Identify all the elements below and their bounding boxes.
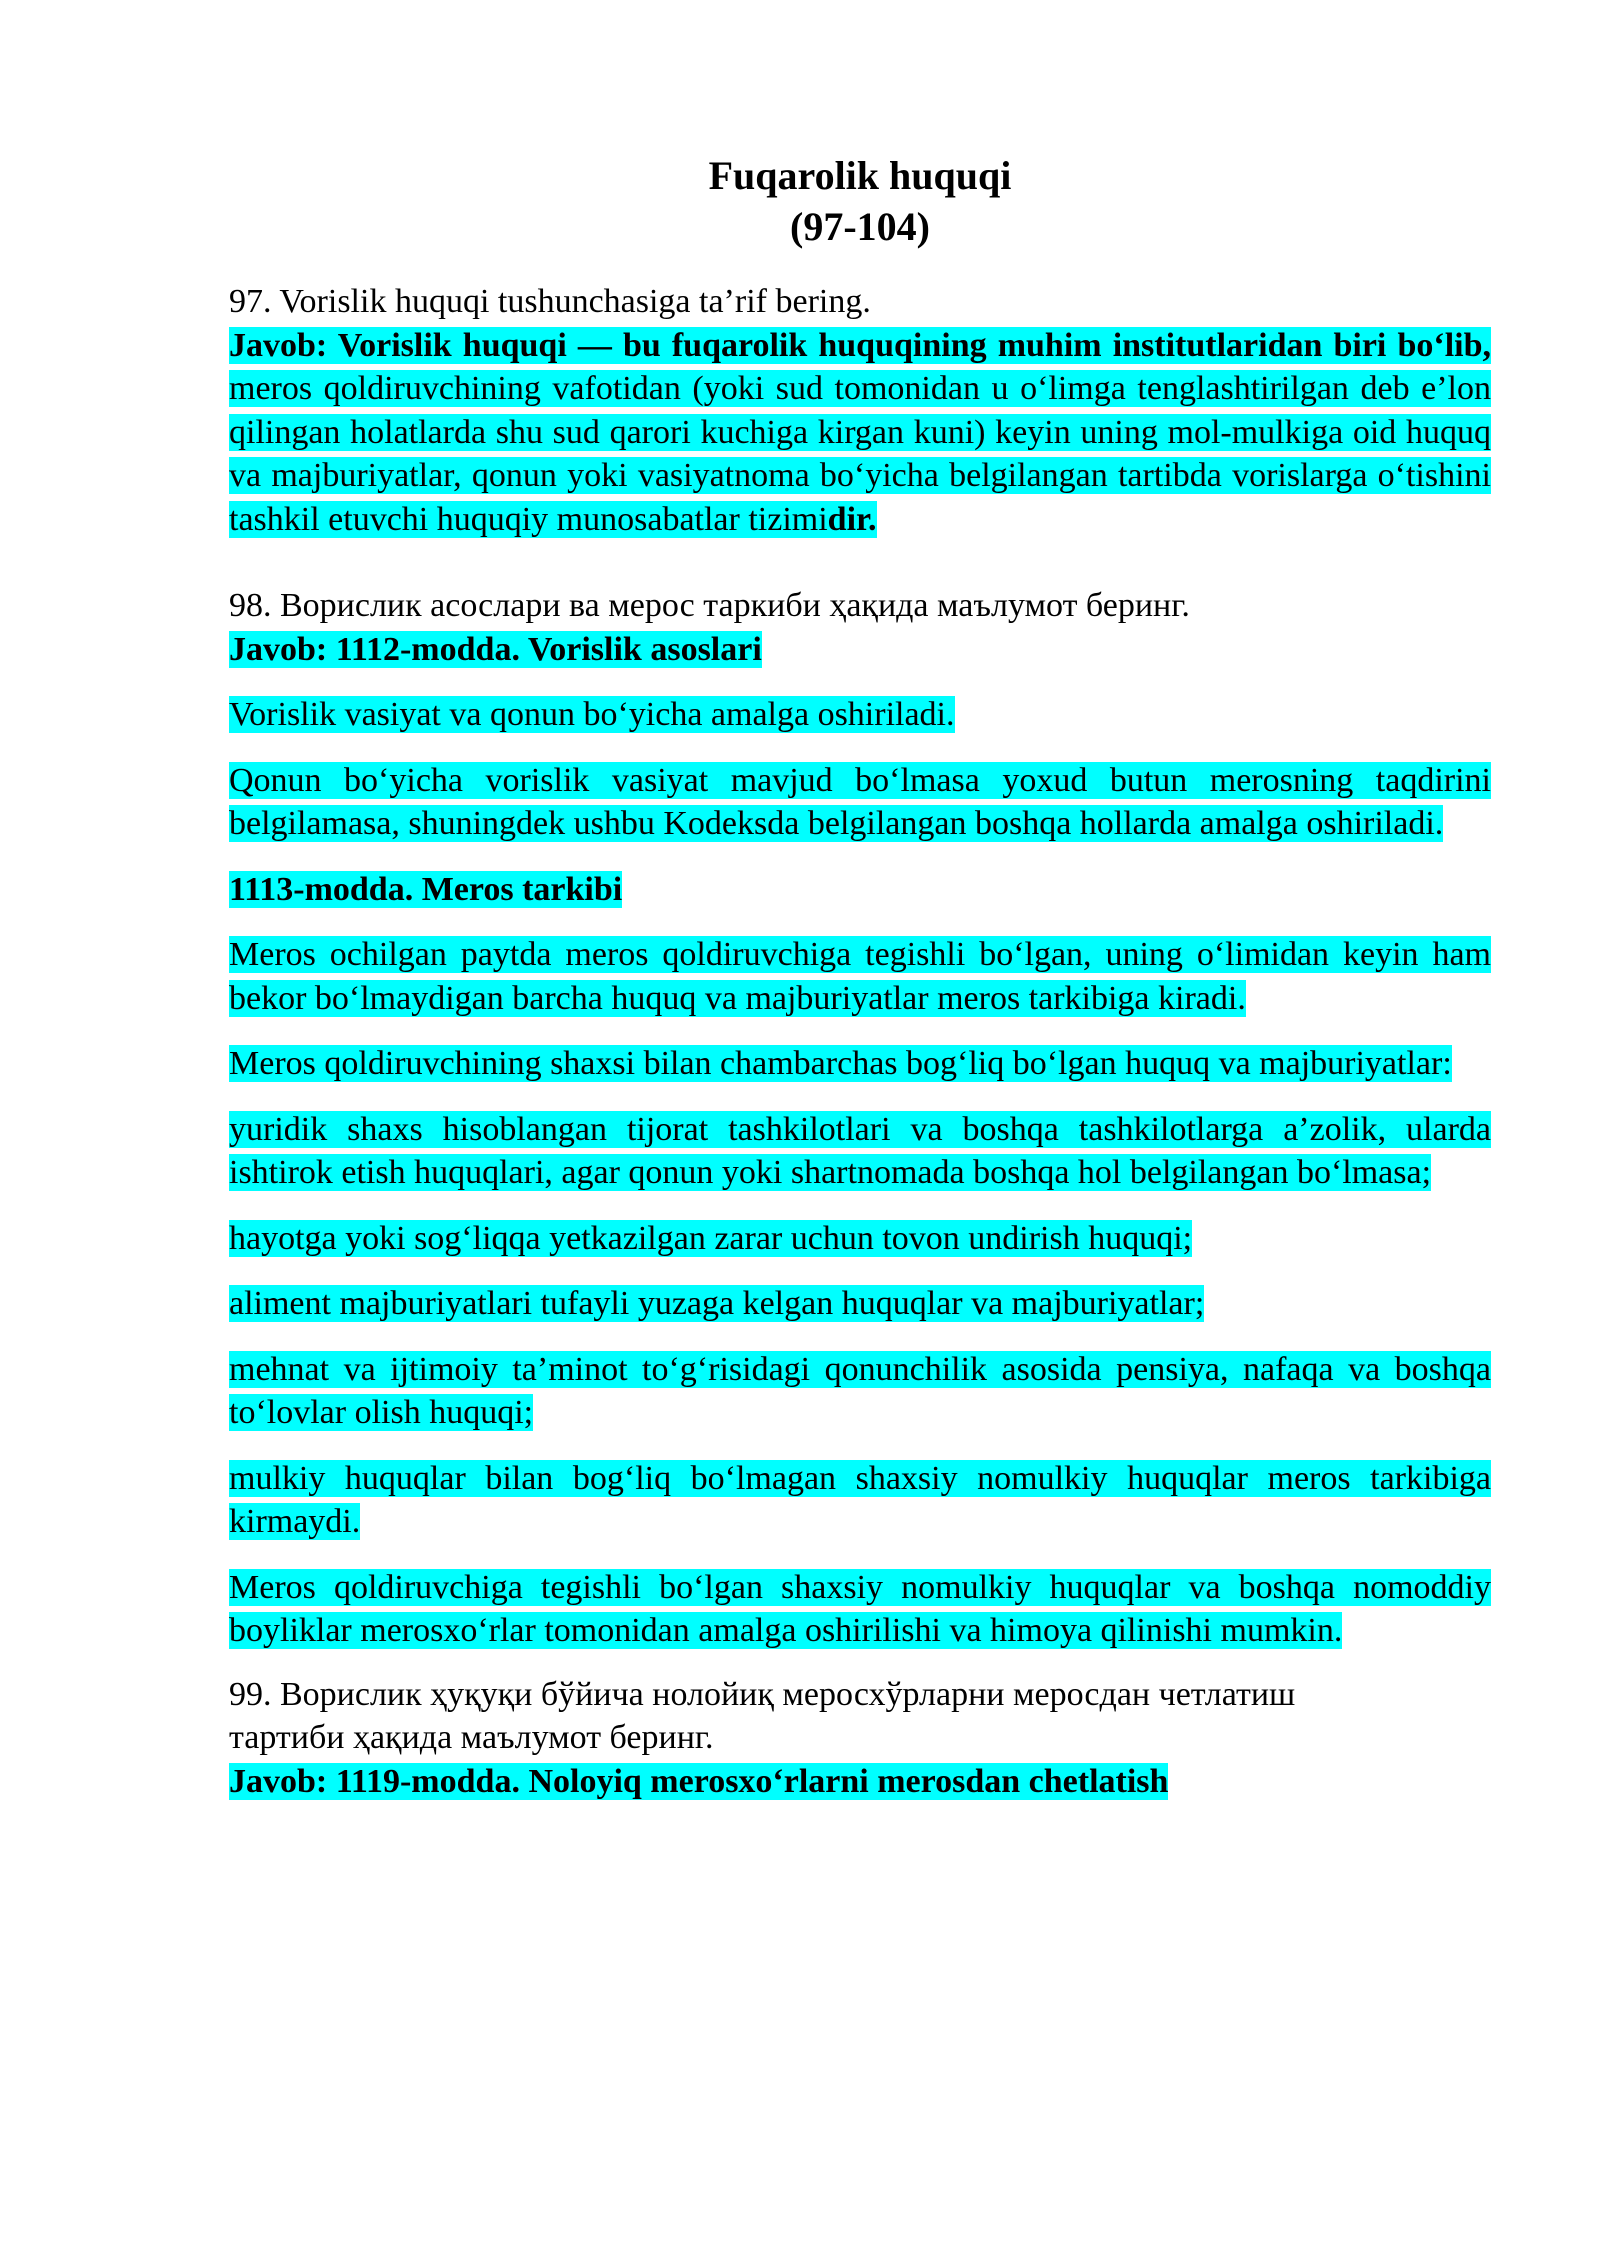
paragraph-1112-1 — [229, 693, 1491, 737]
answer-97 — [229, 324, 1491, 542]
paragraph-1112-2-text: Qonun bo‘yicha vorislik vasiyat mavjud bo‘lmasa yoxud butun merosning taqdirini belgilamasa, shuningdek ushbu Kodeksda belgilangan boshqa hollarda amalga oshiriladi. — [229, 761, 1491, 842]
paragraph-1113-4-text: hayotga yoki sog‘liqqa yetkazilgan zarar uchun tovon undirish huquqi; — [229, 1219, 1193, 1257]
paragraph-1113-7 — [229, 1457, 1491, 1544]
answer-97-bold: Javob: Vorislik huquqi — bu fuqarolik huquqining muhim institutlaridan biri bo‘lib, — [229, 326, 1491, 364]
paragraph-1113-5-text: aliment majburiyatlari tufayli yuzaga kelgan huquqlar va majburiyatlar; — [229, 1285, 1205, 1322]
paragraph-1113-1 — [229, 933, 1491, 1020]
paragraph-1113-6-text: mehnat va ijtimoiy ta’minot to‘g‘risidagi qonunchilik asosida pensiya, nafaqa va boshqa to‘lovlar olish huquqi; — [229, 1350, 1491, 1431]
paragraph-1113-8 — [229, 1566, 1491, 1653]
document-body — [229, 150, 1491, 1803]
article-1113-heading-text: 1113-modda. Meros tarkibi — [229, 870, 623, 908]
question-99 — [229, 1673, 1491, 1760]
question-99-line2: тартиби ҳақида маълумот беринг. — [229, 1719, 714, 1756]
article-1113-heading — [229, 868, 1491, 912]
paragraph-1113-4 — [229, 1217, 1491, 1261]
paragraph-1113-5 — [229, 1282, 1491, 1326]
answer-97-text: meros qoldiruvchining vafotidan (yoki sud tomonidan u o‘limga tenglashtirilgan deb e’lon qilingan holatlarda shu sud qarori kuchiga kirgan kuni) keyin uning mol-mulkiga oid huquq va majburiyatlar, qonun yoki vasiyatnoma bo‘yicha belgilangan tartibda vorislarga o‘tishini tashkil etuvchi huquqiy munosabatlar tizimi — [229, 370, 1491, 538]
paragraph-1113-6 — [229, 1348, 1491, 1435]
paragraph-1113-8-text: Meros qoldiruvchiga tegishli bo‘lgan shaxsiy nomulkiy huquqlar va boshqa nomoddiy boyliklar merosxo‘rlar tomonidan amalga oshirilishi va himoya qilinishi mumkin. — [229, 1568, 1491, 1649]
document-title — [229, 150, 1491, 252]
answer-98-heading — [229, 628, 1491, 672]
answer-98-heading-text: Javob: 1112-modda. Vorislik asoslari — [229, 630, 762, 668]
paragraph-1113-2 — [229, 1042, 1491, 1086]
paragraph-1113-1-text: Meros ochilgan paytda meros qoldiruvchiga tegishli bo‘lgan, uning o‘limidan keyin ham bekor bo‘lmaydigan barcha huquq va majburiyatlar meros tarkibiga kiradi. — [229, 936, 1491, 1017]
paragraph-1112-2 — [229, 759, 1491, 846]
paragraph-1112-1-text: Vorislik vasiyat va qonun bo‘yicha amalga oshiriladi. — [229, 696, 955, 733]
title-text: Fuqarolik huquqi — [708, 153, 1012, 198]
answer-97-end: dir. — [827, 500, 877, 538]
answer-99-heading-text: Javob: 1119-modda. Noloyiq merosxo‘rlarni merosdan chetlatish — [229, 1762, 1169, 1800]
paragraph-1113-3-text: yuridik shaxs hisoblangan tijorat tashkilotlari va boshqa tashkilotlarga a’zolik, ularda ishtirok etish huquqlari, agar qonun yoki shartnomada boshqa hol belgilangan bo‘lmasa; — [229, 1110, 1491, 1191]
answer-99-heading — [229, 1760, 1491, 1804]
spacer — [229, 541, 1491, 584]
question-99-line1: 99. Ворислик ҳуқуқи бўйича нолойиқ меросхўрларни меросдан четлатиш — [229, 1675, 1296, 1713]
paragraph-1113-7-text: mulkiy huquqlar bilan bog‘liq bo‘lmagan shaxsiy nomulkiy huquqlar meros tarkibiga kirmaydi. — [229, 1459, 1491, 1540]
question-98: 98. Ворислик асослари ва мерос таркиби ҳақида маълумот беринг. — [229, 587, 1190, 624]
title-range: (97-104) — [790, 204, 930, 249]
question-97: 97. Vorislik huquqi tushunchasiga ta’rif bering. — [229, 283, 871, 320]
paragraph-1113-2-text: Meros qoldiruvchining shaxsi bilan chambarchas bog‘liq bo‘lgan huquq va majburiyatlar: — [229, 1045, 1452, 1082]
paragraph-1113-3 — [229, 1108, 1491, 1195]
